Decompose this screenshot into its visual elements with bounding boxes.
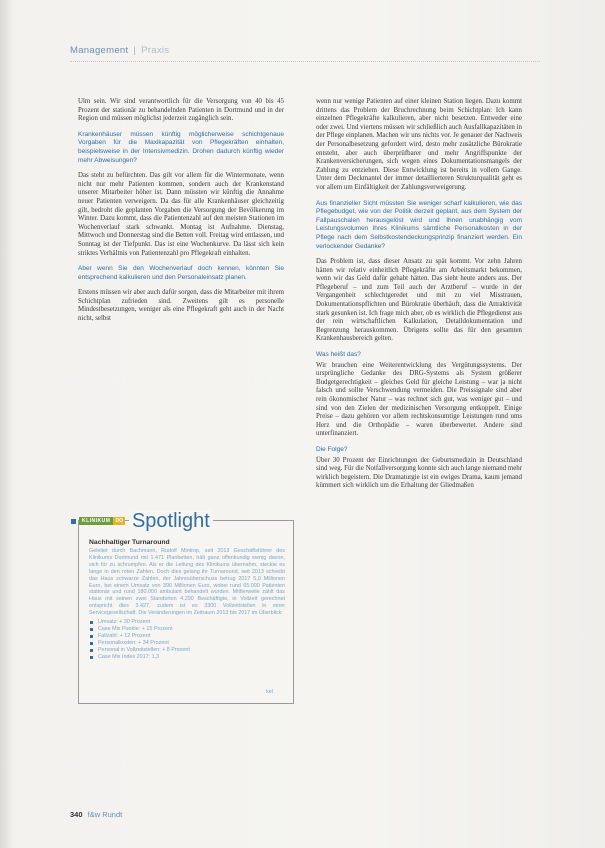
list-item: Personal in Vollzeitstellen: + 8 Prozent	[89, 647, 285, 654]
interview-question: Aus finanzieller Sicht müssten Sie weniger scharf kalkulieren, wie das Pflegebudget, wie von der Politik derzeit geplant, aus dem System der Fallpauschalen herausgelöst wird und Ihnen unabhängig vom Leistungsvolumen Ihres Klinikums sämtliche Personalkosten in der Pflege nach dem Selbstkostendeckungsprinzip finanziert werden. Ein verlockender Gedanke?	[316, 199, 522, 250]
interview-question: Die Folge?	[316, 445, 348, 453]
spotlight-header	[71, 510, 251, 532]
section-label: Management	[70, 45, 129, 56]
list-item: Fallzahl: + 12 Prozent	[89, 633, 285, 640]
subsection-label: Praxis	[141, 45, 170, 56]
header-rule	[70, 61, 540, 62]
body-paragraph: Das Problem ist, dass dieser Ansatz zu spät kommt. Vor zehn Jahren hätten wir relativ einheitlich Pflegekräfte am Arbeitsmarkt bekommen, wenn wir das Geld dafür gehabt hätten. Das sieht heute anders aus. Der Pflegeberuf – und zum Teil auch der Arztberuf – wurde in der Vergangenheit schlechtgeredet und mit zu viel Misstrauen, Dokumentationspflichten und Bürokratie überhäuft, dass die Attraktivität stark gesunken ist. Ich frage mich aber, ob es wirklich die Pflegedienst aus der rein wirtschaftlichen Kalkulation, Detaildokumentation und Begrenzung herauskommen. Übrigens sollte das für den gesamten Krankenhausbereich gelten.	[316, 258, 522, 343]
square-bullet-icon	[71, 519, 76, 524]
spotlight-subtitle: Nachhaltiger Turnaround	[89, 539, 170, 546]
body-paragraph: Das steht zu befürchten. Das gilt vor allem für die Wintermonate, wenn nicht nur mehr Patienten kommen, sondern auch der Krankenstand unserer Mitarbeiter höher ist. Dann müssten wir künftig die Annahme neuer Patienten verweigern. Da das für alle Krankenhäuser gleichzeitig gilt, bedroht die geplanten Vorgaben die Versorgung der Bevölkerung im Winter. Dazu kommt, dass die Patientenzahl auf den meisten Stationen im Wochenverlauf stark schwankt. Montag ist Aufnahme. Dienstag, Mittwoch und Donnerstag sind die Betten voll. Freitag wird entlassen, und Sonntag ist der Tiefpunkt. Das ist eine Wochenkurve. Da lässt sich kein striktes Verhältnis von Patientenzahl pro Pflegekraft einhalten.	[78, 172, 284, 257]
spotlight-list	[89, 619, 285, 660]
square-bullet-icon	[90, 649, 93, 652]
square-bullet-icon	[90, 628, 93, 631]
square-bullet-icon	[90, 642, 93, 645]
body-paragraph: Erstens müssen wir aber auch dafür sorgen, dass die Mitarbeiter mit ihrem Schichtplan zufrieden sind. Zweitens gilt es personelle Mindestbesetzungen, weniger als eine Pflegekraft geht auch in der Nacht nicht, selbst	[78, 289, 284, 323]
body-paragraph: Über 30 Prozent der Einrichtungen der Geburtsmedizin in Deutschland sind weg. Für die Notfallversorgung konnte sich auch lange niemand mehr wirklich begeistern. Die Dramaturgie ist ein ewiges Drama, kaum jemand kümmert sich wirklich um die Erhaltung der Gliedmaßen	[316, 456, 522, 490]
body-paragraph: Ulm sein. Wir sind verantwortlich für die Versorgung von 40 bis 45 Prozent der stationär zu behandelnden Patienten in Dortmund und in der Region und müssen möglichst jederzeit zugänglich sein.	[78, 98, 284, 123]
left-column	[78, 98, 284, 331]
list-item: Umsatz: + 30 Prozent	[89, 619, 285, 626]
page-number: 340	[70, 810, 83, 819]
magazine-name: f&w Rundt	[87, 810, 123, 819]
spotlight-title: Spotlight	[129, 510, 213, 532]
square-bullet-icon	[90, 656, 93, 659]
list-item: Case Mix Punkte: + 15 Prozent	[89, 626, 285, 633]
spotlight-text: Geleitet durch Bachmann, Rudolf Mintrop, seit 2013 Geschäftsführer des Klinikums Dortmund mit 1.471 Planbetten, hält ganz offenkundig wenig davon, sich für zu schrumpfen. Als er die Leitung des Klinikums übernahm, steckte es lange in den roten Zahlen. Doch dies gelang ihr Turnaround, seit 2013 schreibt das Haus schwarze Zahlen, der Jahresüberschuss betrug 2017 5,0 Millionen Euro, bei einem Umsatz von 390 Millionen Euro, wobei rund 65.000 Patienten stationär und rund 180.000 ambulant behandelt wurden. Mittlerweile zählt das Haus mit seinen zwei Standorten 4.290 Beschäftigte, in Vollzeit gerechnet entspricht dies 3.427, zudem ist es 3300 Vollzeitstellen in einer Servicegesellschaft. Die Veränderungen im Zeitraum 2013 bis 2017 im Überblick:	[89, 548, 285, 617]
list-item: Case Mix Index 2017: 1,3	[89, 654, 285, 661]
body-paragraph: wenn nur wenige Patienten auf einer kleinen Station liegen. Dazu kommt drittens das Problem der Bruchrechnung beim Schichtplan: Ich kann einzelnen Pflegekräfte kalkulieren, aber nicht besetzen. Entweder eine oder zwei. Und viertens müssen wir schließlich auch Ausfallkapazitäten in der Pflege einplanen. Machen wir uns nichts vor. Je genauer der Nachweis der Personalbesetzung gefordert wird, desto mehr zusätzliche Bürokratie entsteht, aber auch überprüfbarer und mehr Angriffspunkte der Krankenversicherungen, sich wegen eines Dokumentationsmangels der Zahlung zu entziehen. Diese Entwicklung ist bereits in vollem Gange. Unter dem Deckmantel der immer detaillierteren Strukturqualität geht es vor allem um Einfältigkeit der Zahlungsverweigerung.	[316, 98, 522, 191]
page-footer	[70, 810, 122, 819]
spotlight-tag-code: DO	[115, 518, 123, 524]
spotlight-body	[89, 539, 285, 661]
spotlight-tag: KLINIKUM	[79, 517, 113, 525]
interview-question: Aber wenn Sie den Wochenverlauf doch kennen, könnten Sie entsprechend kalkulieren und den Personaleinsatz planen.	[78, 265, 284, 281]
section-separator: |	[133, 45, 137, 56]
spotlight-corner-mark: kel	[266, 689, 273, 695]
section-header	[70, 45, 169, 56]
interview-question: Krankenhäuser müssen künftig möglicherweise schichtgenaue Vorgaben für die Maxikapazität von Pflegekräften einhalten, beispielsweise in der Intensivmedizin. Drohen dadurch künftig wieder mehr Abweisungen?	[78, 130, 284, 164]
spotlight-box	[78, 510, 294, 704]
square-bullet-icon	[90, 621, 93, 624]
interview-question: Was heißt das?	[316, 351, 361, 359]
square-bullet-icon	[90, 635, 93, 638]
list-item: Personalkosten: + 34 Prozent	[89, 640, 285, 647]
body-paragraph: Wir brauchen eine Weiterentwicklung des Vergütungssystems. Der ursprüngliche Gedanke des DRG-Systems als System größerer Budgetgerechtigkeit – gleiches Geld für gleiche Leistung – war ja nicht falsch und sollte Verschwendung vermeiden. Die Preissignale sind aber rein ökonomischer Natur – was rechnet sich gut, was weniger gut – und sind von den Zielen der medizinischen Versorgung entkoppelt. Einige Preise – dazu gehören vor allem rechtskonsumtige Leistungen rund ums Herz und die Orthopädie – waren überbewertet. Andere sind unterfinanziert.	[316, 361, 522, 438]
right-column	[316, 98, 522, 498]
